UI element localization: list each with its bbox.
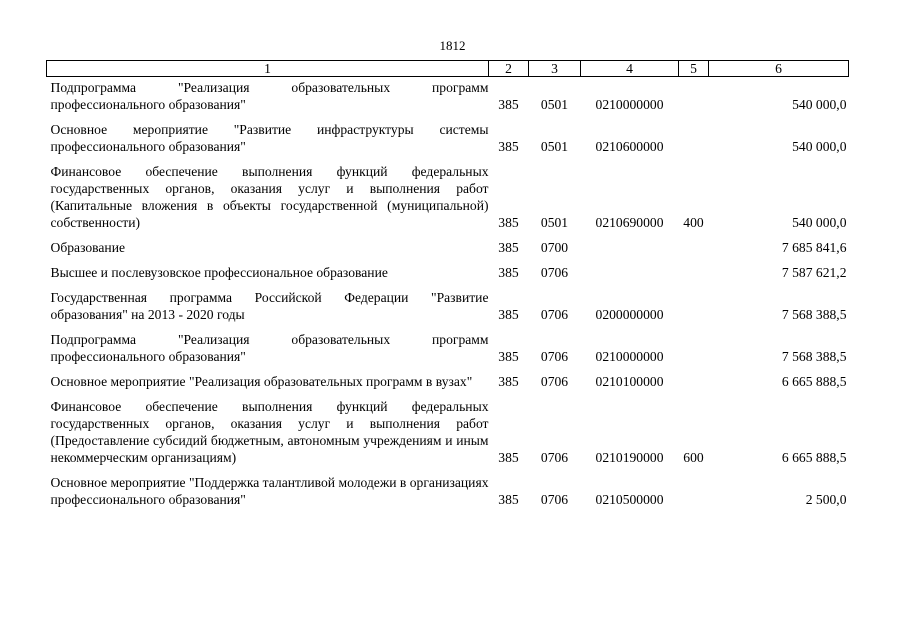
row-amount: 7 587 621,2 [781,265,847,280]
table-header [47,61,849,77]
row-expense-type [679,281,709,323]
row-target-code: 0210000000 [595,97,664,112]
row-name: Подпрограмма "Реализация образовательных программ профессионального образования" [50,332,489,364]
table-row [47,390,849,466]
row-target-code: 0210600000 [595,139,664,154]
row-section-code: 0706 [540,450,569,465]
table-row [47,466,849,508]
row-ministry-code: 385 [498,450,519,465]
table-row [47,365,849,390]
column-header-1: 1 [47,61,489,77]
row-section-code: 0706 [540,265,569,280]
row-name: Финансовое обеспечение выполнения функций федеральных государственных органов, оказания услуг и выполнения работ (Предоставление субсидий бюджетным, автономным учреждениям и иным некоммерческим организациям) [50,399,489,465]
row-amount: 7 568 388,5 [781,307,847,322]
column-header-2: 2 [489,61,529,77]
row-target-code: 0210500000 [595,492,664,507]
row-ministry-code: 385 [498,215,519,230]
row-target-code: 0210000000 [595,349,664,364]
row-section-code: 0700 [540,240,569,255]
row-name: Основное мероприятие "Поддержка талантливой молодежи в организациях профессионального образования" [50,475,489,507]
row-name: Образование [50,240,126,255]
page-number: 1812 [439,38,466,53]
row-section-code: 0501 [540,215,569,230]
row-amount: 7 568 388,5 [781,349,847,364]
row-expense-type [679,77,709,114]
row-ministry-code: 385 [498,97,519,112]
row-name: Высшее и послевузовское профессиональное образование [50,265,388,280]
row-section-code: 0501 [540,139,569,154]
table-row [47,256,849,281]
row-amount: 540 000,0 [792,97,847,112]
row-amount: 540 000,0 [792,215,847,230]
row-name: Основное мероприятие "Развитие инфраструктуры системы профессионального образования" [50,122,489,154]
row-name: Основное мероприятие "Реализация образовательных программ в вузах" [50,374,473,389]
row-target-code: 0210100000 [595,374,664,389]
row-expense-type: 400 [683,215,704,230]
budget-table [46,60,849,508]
row-amount: 2 500,0 [805,492,847,507]
table-row [47,281,849,323]
table-row [47,323,849,365]
column-header-4: 4 [581,61,679,77]
table-row [47,77,849,114]
row-ministry-code: 385 [498,240,519,255]
row-name: Подпрограмма "Реализация образовательных программ профессионального образования" [50,80,489,112]
row-target-code [581,231,679,256]
row-expense-type: 600 [683,450,704,465]
table-row [47,231,849,256]
column-header-3: 3 [529,61,581,77]
row-name: Государственная программа Российской Федерации "Развитие образования" на 2013 - 2020 годы [50,290,489,322]
column-header-6: 6 [709,61,849,77]
row-section-code: 0501 [540,97,569,112]
row-expense-type [679,323,709,365]
row-expense-type [679,365,709,390]
row-target-code: 0210190000 [595,450,664,465]
row-target-code: 0210690000 [595,215,664,230]
row-section-code: 0706 [540,307,569,322]
row-amount: 6 665 888,5 [781,374,847,389]
column-header-5: 5 [679,61,709,77]
row-ministry-code: 385 [498,374,519,389]
row-target-code [581,256,679,281]
row-ministry-code: 385 [498,265,519,280]
row-section-code: 0706 [540,492,569,507]
row-ministry-code: 385 [498,139,519,154]
row-expense-type [679,466,709,508]
row-target-code: 0200000000 [595,307,664,322]
row-amount: 7 685 841,6 [781,240,847,255]
row-ministry-code: 385 [498,349,519,364]
row-expense-type [679,231,709,256]
row-amount: 540 000,0 [792,139,847,154]
row-amount: 6 665 888,5 [781,450,847,465]
table-row [47,155,849,231]
row-expense-type [679,256,709,281]
row-section-code: 0706 [540,374,569,389]
row-name: Финансовое обеспечение выполнения функций федеральных государственных органов, оказания услуг и выполнения работ (Капитальные вложения в объекты государственной (муниципальной) собственности) [50,164,489,230]
table-row [47,113,849,155]
row-expense-type [679,113,709,155]
header-row [47,61,849,77]
row-section-code: 0706 [540,349,569,364]
table-body [47,77,849,509]
row-ministry-code: 385 [498,492,519,507]
row-ministry-code: 385 [498,307,519,322]
